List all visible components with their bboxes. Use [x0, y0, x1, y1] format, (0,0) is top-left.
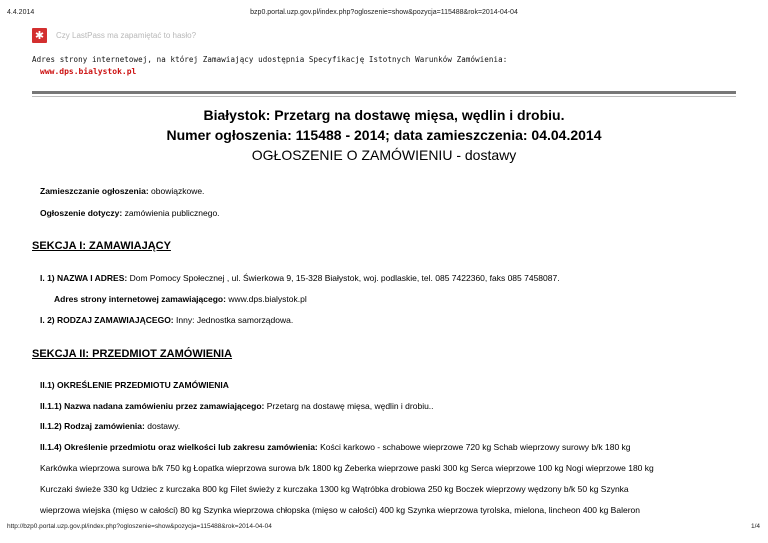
website-value[interactable]: www.dps.bialystok.pl — [228, 294, 307, 304]
contract-name-row — [40, 401, 434, 411]
contract-kind-value: dostawy. — [147, 421, 181, 431]
section-2-heading: SEKCJA II: PRZEDMIOT ZAMÓWIENIA — [32, 348, 233, 360]
posting-row — [40, 186, 204, 196]
name-address-label: I. 1) NAZWA I ADRES: — [40, 273, 128, 283]
lastpass-prompt[interactable] — [32, 28, 196, 43]
announcement-number: Numer ogłoszenia: 115488 - 2014; data zamieszczenia: 04.04.2014 — [166, 127, 602, 143]
authority-type-row — [40, 315, 293, 325]
concerns-label: Ogłoszenie dotyczy: — [40, 208, 123, 218]
website-row — [54, 294, 307, 304]
contract-description-line-1: Kości karkowo - schabowe wieprzowe 720 kg Schab wieprzowy surowy b/k 180 kg — [320, 442, 631, 452]
page-title: Białystok: Przetarg na dostawę mięsa, wędlin i drobiu. — [203, 107, 565, 123]
print-footer-url: http://bzp0.portal.uzp.gov.pl/index.php?ogloszenie=show&pozycja=115488&rok=2014-04-04 — [7, 523, 272, 530]
lastpass-prompt-text[interactable]: Czy LastPass ma zapamiętać to hasło? — [56, 31, 197, 40]
subject-subheading — [40, 380, 229, 390]
subject-subheading-text: II.1) OKREŚLENIE PRZEDMIOTU ZAMÓWIENIA — [40, 380, 229, 390]
contract-description-line-4: wieprzowa wiejska (mięso w całości) 80 kg Szynka wieprzowa chłopska (mięso w całości) 400 kg Szynka wieprzowa tyrolska, mielona, lincheon 400 kg Baleron — [40, 505, 640, 515]
print-date: 4.4.2014 — [7, 9, 35, 16]
divider-thin — [32, 96, 736, 97]
concerns-row — [40, 208, 220, 218]
divider-thick — [32, 91, 736, 94]
contract-description-line-2: Karkówka wieprzowa surowa b/k 750 kg Łopatka wieprzowa surowa b/k 1800 kg Żeberka wieprzowe paski 300 kg Serca wieprzowe 100 kg Nogi wieprzowe 180 kg — [40, 463, 654, 473]
contract-name-value: Przetarg na dostawę mięsa, wędlin i drobiu.. — [266, 401, 434, 411]
siwz-address-label: Adres strony internetowej, na której Zamawiający udostępnia Specyfikację Istotnych Warunków Zamówienia: — [32, 55, 508, 64]
posting-label: Zamieszczanie ogłoszenia: — [40, 186, 149, 196]
contract-description-line-3: Kurczaki świeże 330 kg Udziec z kurczaka 800 kg Filet świeży z kurczaka 1300 kg Wątróbka drobiowa 250 kg Boczek wieprzowy wędzony b/k 50 kg Szynka — [40, 484, 629, 494]
announcement-type: OGŁOSZENIE O ZAMÓWIENIU - dostawy — [251, 147, 517, 163]
contract-kind-row — [40, 421, 180, 431]
siwz-address-link[interactable]: www.dps.bialystok.pl — [40, 67, 137, 76]
authority-type-label: I. 2) RODZAJ ZAMAWIAJĄCEGO: — [40, 315, 174, 325]
print-header-url: bzp0.portal.uzp.gov.pl/index.php?ogloszenie=show&pozycja=115488&rok=2014-04-04 — [250, 9, 518, 16]
website-label: Adres strony internetowej zamawiającego: — [54, 294, 226, 304]
page-number: 1/4 — [750, 523, 760, 530]
contract-name-label: II.1.1) Nazwa nadana zamówieniu przez zamawiającego: — [40, 401, 265, 411]
name-address-value: Dom Pomocy Społecznej , ul. Świerkowa 9, 15-328 Białystok, woj. podlaskie, tel. 085 7422360, faks 085 7458087. — [129, 273, 560, 283]
contracting-authority-row — [40, 273, 560, 283]
contract-kind-label: II.1.2) Rodzaj zamówienia: — [40, 421, 145, 431]
authority-type-value: Inny: Jednostka samorządowa. — [176, 315, 294, 325]
concerns-value: zamówienia publicznego. — [124, 208, 220, 218]
lastpass-star-icon[interactable]: ✱ — [32, 28, 47, 43]
contract-description-row — [40, 442, 631, 452]
section-1-heading: SEKCJA I: ZAMAWIAJĄCY — [32, 240, 171, 252]
posting-value: obowiązkowe. — [151, 186, 205, 196]
contract-description-label: II.1.4) Określenie przedmiotu oraz wielkości lub zakresu zamówienia: — [40, 442, 318, 452]
